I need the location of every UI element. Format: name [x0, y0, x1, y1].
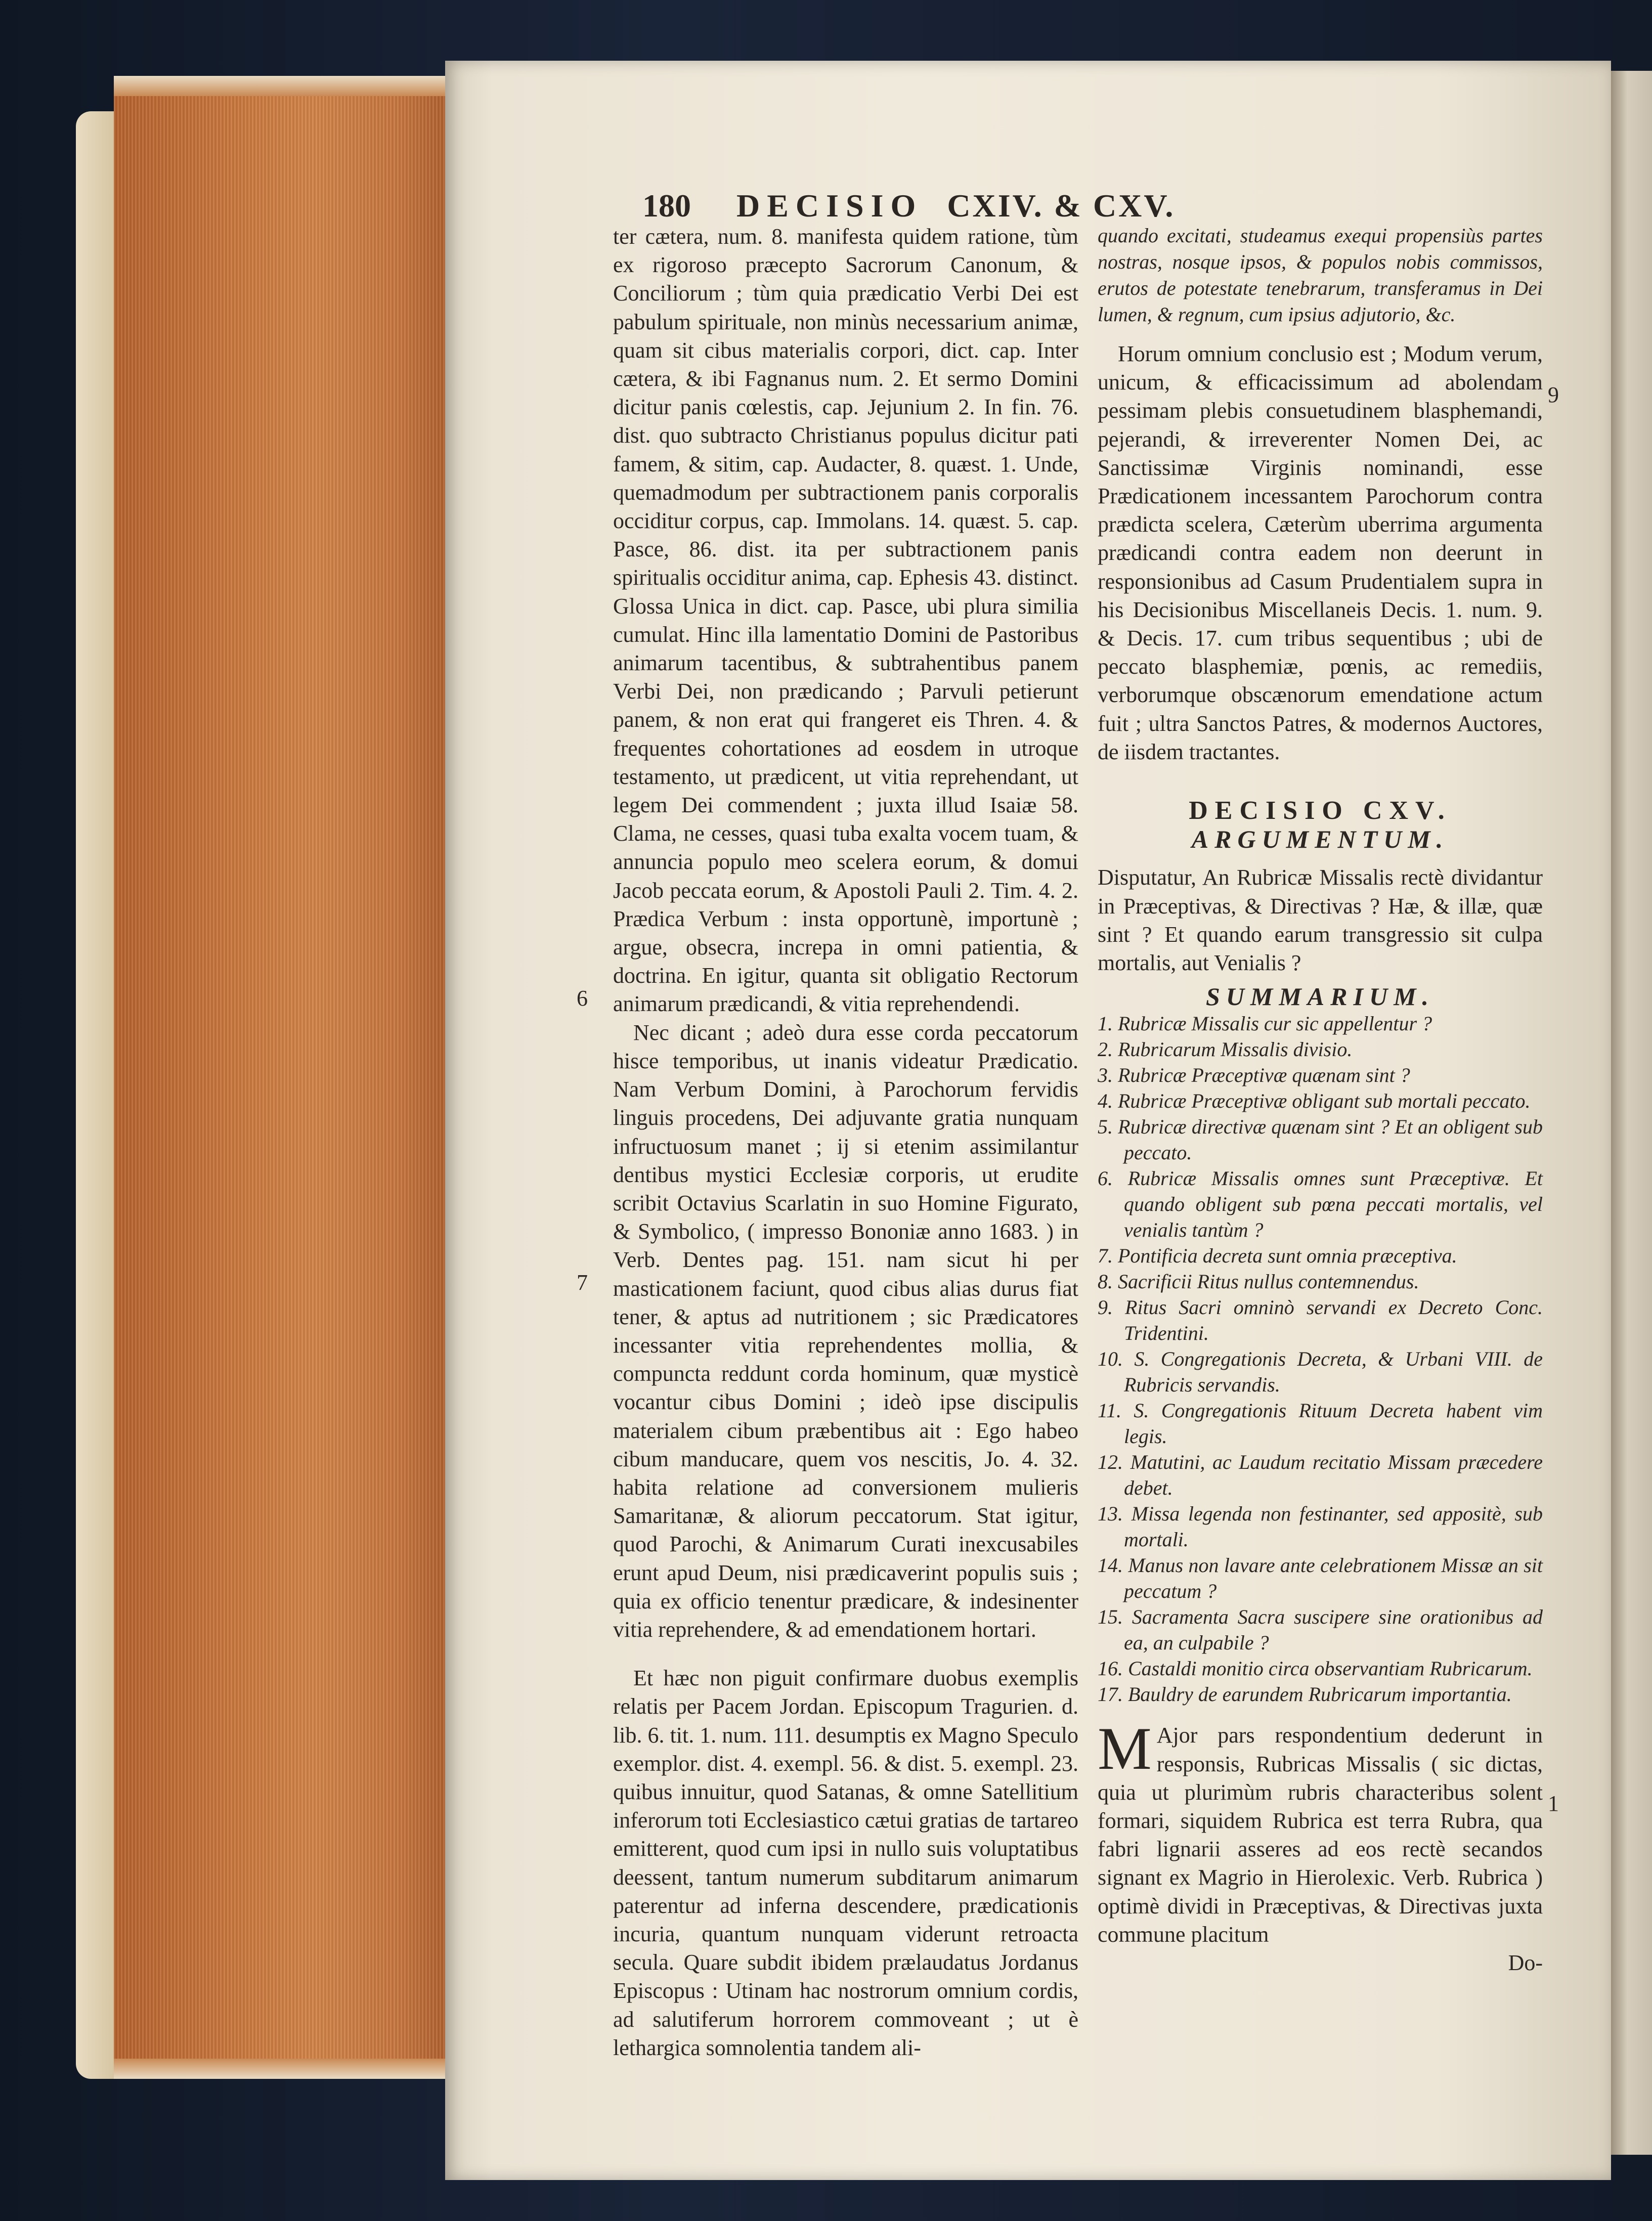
margin-number: 9: [1548, 382, 1559, 407]
left-column: [613, 223, 1078, 2062]
facing-page-edge: [1611, 71, 1652, 2155]
summarium-title: SUMMARIUM.: [1205, 982, 1435, 1011]
summarium-item: 8. Sacrificii Ritus nullus contemnendus.: [1098, 1270, 1419, 1293]
summarium-item: 6. Rubricæ Missalis omnes sunt Præceptivæ. Et quando obligent sub pœna peccati mortalis, vel venialis tantùm ?: [1098, 1167, 1543, 1242]
summarium-item: 9. Ritus Sacri omninò servandi ex Decreto Conc. Tridentini.: [1098, 1296, 1543, 1345]
spacer: [613, 1644, 1078, 1664]
summarium-item: 13. Missa legenda non festinanter, sed appositè, sub mortali.: [1098, 1502, 1543, 1551]
summarium-item: 17. Bauldry de earundem Rubricarum importantia.: [1098, 1683, 1512, 1706]
final-paragraph: [1098, 1715, 1543, 1949]
summarium-item: 12. Matutini, ac Laudum recitatio Missam præcedere debet.: [1098, 1451, 1543, 1500]
spacer: [1098, 853, 1543, 863]
spacer: [1098, 766, 1543, 797]
summarium-item: 1. Rubricæ Missalis cur sic appellentur ?: [1098, 1012, 1432, 1035]
summarium-item: 2. Rubricarum Missalis divisio.: [1098, 1038, 1353, 1061]
header-subtitle: CXIV. & CXV.: [947, 188, 1176, 224]
page-number: 180: [642, 188, 691, 224]
running-header: [642, 187, 1175, 225]
header-title: DECISIO: [736, 188, 923, 224]
summarium-item: 5. Rubricæ directivæ quænam sint ? Et an obligent sub peccato.: [1098, 1115, 1543, 1164]
margin-number: 1: [1548, 1791, 1559, 1816]
summarium-item: 15. Sacramenta Sacra suscipere sine orationibus ad ea, an culpabile ?: [1098, 1605, 1543, 1654]
spacer: [1098, 328, 1543, 340]
page-fore-edge: [114, 76, 448, 2079]
summarium-list: [1098, 1011, 1543, 1707]
fore-edge-bottom: [114, 2059, 448, 2079]
summarium-item: 10. S. Congregationis Decreta, & Urbani VIII. de Rubricis servandis.: [1098, 1347, 1543, 1397]
catchword: Do-: [1508, 1950, 1543, 1976]
right-conclusion: Horum omnium conclusio est ; Modum verum, unicum, & efficacissimum ad abolendam pessimam plebis consuetudinem blasphemandi, pejerandi, & irreverenter Nomen Dei, ac Sanctissimæ Virginis nominandi, esse Prædicationem incessantem Parochorum contra prædicta scelera, Cæterùm uberrima argumenta prædicandi contra eadem non deerunt in responsionibus ad Casum Prudentialem supra in his Decisionibus Miscellaneis Decis. 1. num. 9. & Decis. 17. cum tribus sequentibus ; ubi de peccato blasphemiæ, pœnis, ac remediis, verborumque obscænorum emendatione actum fuit ; ultra Sanctos Patres, & modernos Auctores, de iisdem tractantes.: [1098, 341, 1543, 764]
summarium-item: 11. S. Congregationis Rituum Decreta habent vim legis.: [1098, 1399, 1543, 1448]
left-paragraph-2: Nec dicant ; adeò dura esse corda peccatorum hisce temporibus, ut inanis videatur Prædicatio. Nam Verbum Domini, à Parochorum fervidis linguis procedens, Dei adjuvante gratia nunquam infructuosum manet ; ij si etenim assimilantur dentibus mystici Ecclesiæ corporis, ut erudite scribit Octavius Scarlatin in suo Homine Figurato, & Symbolico, ( impresso Bononiæ anno 1683. ) in Verb. Dentes pag. 151. nam sicut hi per masticationem faciunt, quod cibus alias durus fiat tener, & aptus ad nutritionem ; sic Prædicatores incessanter vitia reprehendentes mollia, & compuncta reddunt corda hominum, quæ mysticè vocantur cibus Domini ; ideò ipse discipulis materialem cibum præbentibus ait : Ego habeo cibum manducare, quem vos nescitis, Jo. 4. 32. habita relatione ad conversionem mulieris Samaritanæ, & aliorum peccatorum. Stat igitur, quod Parochi, & Animarum Curati inexcusabiles erunt apud Deum, nisi prædicaverint populis suis ; quia ex officio tenentur prædicare, & indesinenter vitia reprehendere, & ad emendationem hortari.: [613, 1020, 1078, 1642]
right-intro: quando excitati, studeamus exequi propensiùs partes nostras, nosque ipsos, & populos nobis commissos, erutos de potestate tenebrarum, transferamus in Dei lumen, & regnum, cum ipsius adjutorio, &c.: [1098, 224, 1543, 326]
final-paragraph-text: Ajor pars respondentium dederunt in responsis, Rubricas Missalis ( sic dictas, quia ut plurimùm rubris characteribus solent formari, siquidem Rubrica est terra Rubra, qua fabri lignarii asseres ad eos rectè secandos signant ex Magrio in Hierolexic. Verb. Rubrica ) optimè dividi in Præceptivas, & Directivas juxta commune placitum: [1098, 1723, 1543, 1947]
summarium-item: 4. Rubricæ Præceptivæ obligant sub mortali peccato.: [1098, 1090, 1531, 1113]
summarium-item: 7. Pontificia decreta sunt omnia præceptiva.: [1098, 1244, 1457, 1268]
margin-number: 6: [577, 986, 588, 1011]
summarium-item: 14. Manus non lavare ante celebrationem Missæ an sit peccatum ?: [1098, 1554, 1543, 1603]
argumentum-title: ARGUMENTUM.: [1191, 825, 1449, 854]
decisio-title: DECISIO CXV.: [1189, 796, 1452, 825]
argumentum-text: Disputatur, An Rubricæ Missalis rectè dividantur in Præceptivas, & Directivas ? Hæ, & illæ, quæ sint ? Et quando earum transgressio sit culpa mortalis, aut Venialis ?: [1098, 865, 1543, 976]
right-column: [1098, 223, 1543, 1977]
drop-cap: M: [1098, 1715, 1152, 1782]
fore-edge-top: [114, 76, 448, 96]
summarium-item: 3. Rubricæ Præceptivæ quænam sint ?: [1098, 1064, 1410, 1087]
left-paragraph-3: Et hæc non piguit confirmare duobus exemplis relatis per Pacem Jordan. Episcopum Tragurien. d. lib. 6. tit. 1. num. 111. desumptis ex Magno Speculo exemplor. dist. 4. exempl. 56. & dist. 5. exempl. 23. quibus innuitur, quod Satanas, & omne Satellitium inferorum toti Ecclesiastico cætui gratias de tartareo emitterent, quod cum ipsi in nullo suis voluptatibus deessent, tantum numerum subditarum animarum paterentur ad inferna descendere, prædicationis incuria, quantum nunquam viderunt retroacta secula. Quare subdit ibidem prælaudatus Jordanus Episcopus : Utinam hac nostrorum omnium cordis, ad salutiferum horrorem commoveant ; ut è lethargica somnolentia tandem ali-: [613, 1666, 1078, 2060]
margin-number: 7: [577, 1270, 588, 1295]
left-paragraph-1: ter cætera, num. 8. manifesta quidem ratione, tùm ex rigoroso præcepto Sacrorum Canonum, & Conciliorum ; tùm quia prædicatio Verbi Dei est pabulum spirituale, non minùs necessarium animæ, quam sit cibus materialis corpori, dict. cap. Inter cætera, & ibi Fagnanus num. 2. Et sermo Domini dicitur panis cœlestis, cap. Jejunium 2. In fin. 76. dist. quo subtracto Christianus populus dicitur pati famem, & sitim, cap. Audacter, 8. quæst. 1. Unde, quemadmodum per subtractionem panis corporalis occiditur corpus, cap. Immolans. 14. quæst. 5. cap. Pasce, 86. dist. ita per subtractionem panis spiritualis occiditur anima, cap. Ephesis 43. distinct. Glossa Unica in dict. cap. Pasce, ubi plura similia cumulat. Hinc illa lamentatio Domini de Pastoribus animarum tacentibus, & subtrahentibus panem Verbi Dei, non prædicando ; Parvuli petierunt panem, & non erat qui frangeret eis Thren. 4. & frequentes cohortationes ad eosdem in utroque testamento, ut prædicent, ut vitia reprehendant, ut legem Dei commendent ; juxta illud Isaiæ 58. Clama, ne cesses, quasi tuba exalta vocem tuam, & annuncia populo meo scelera eorum, & domui Jacob peccata eorum, & Apostoli Pauli 2. Tim. 4. 2. Prædica Verbum : insta opportunè, importunè ; argue, obsecra, increpa in omni patientia, & doctrina. En igitur, quanta sit obligatio Rectorum animarum prædicandi, & vitia reprehendendi.: [613, 224, 1078, 1017]
spacer: [1098, 1707, 1543, 1721]
summarium-item: 16. Castaldi monitio circa observantiam Rubricarum.: [1098, 1657, 1533, 1680]
